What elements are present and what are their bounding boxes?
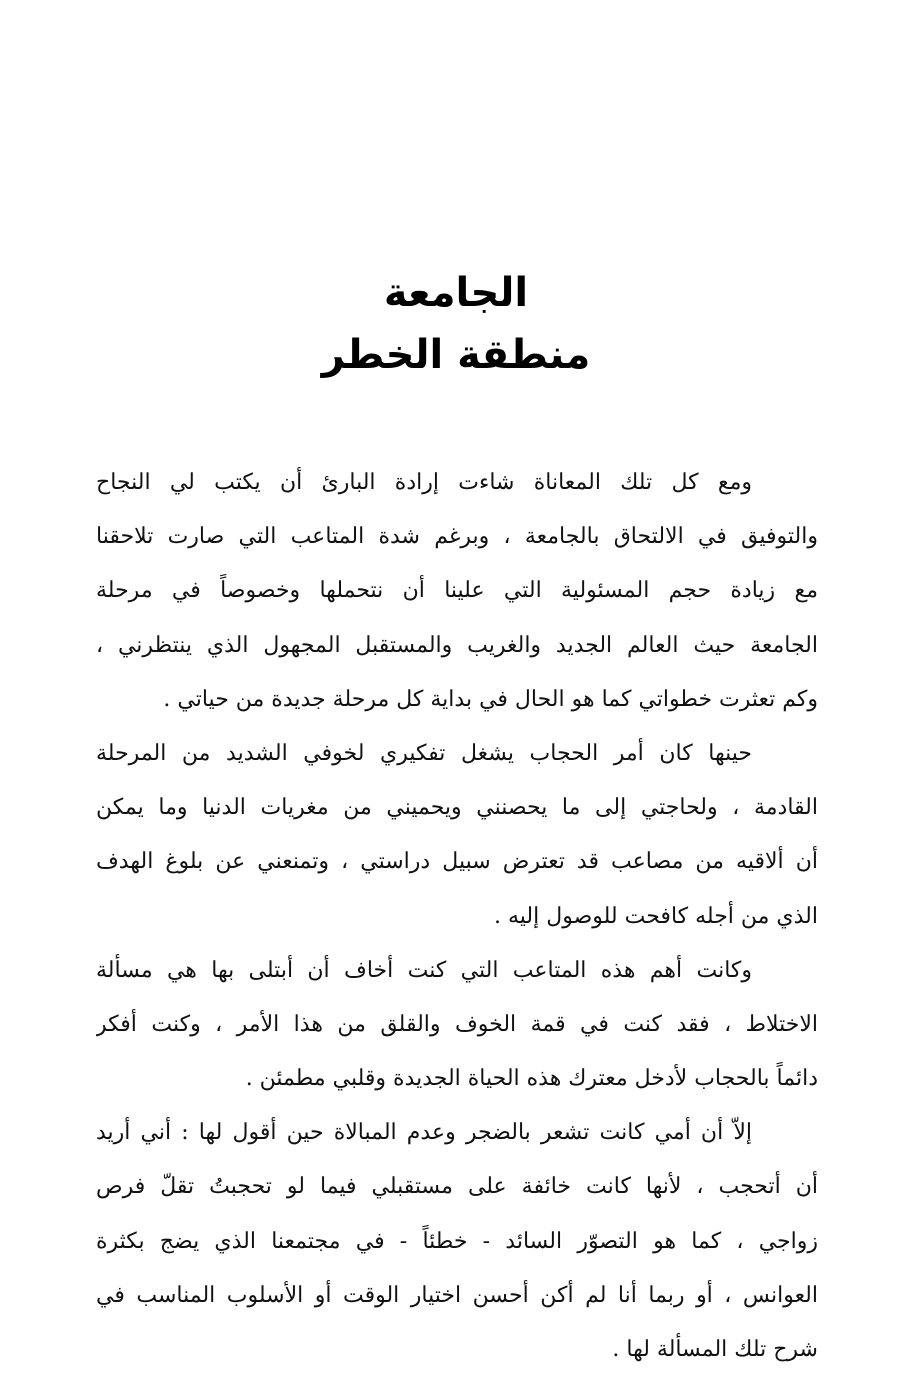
text-line: العوانس ، أو ربما أنا لم أكن أحسن اختيار الوقت أو الأسلوب المناسب في [96,1282,818,1308]
text-line: الجامعة حيث العالم الجديد والغريب والمستقبل المجهول الذي ينتظرني ، [96,632,818,658]
chapter-title: الجامعة [383,270,529,316]
text-line: الذي من أجله كافحت للوصول إليه . [494,903,818,929]
chapter-subtitle: منطقة الخطر [321,332,591,378]
text-line: وكم تعثرت خطواتي كما هو الحال في بداية كل مرحلة جديدة من حياتي . [163,686,818,712]
chapter-heading [0,262,912,386]
text-line: زواجي ، كما هو التصوّر السائد - خطئاً - في مجتمعنا الذي يضج بكثرة [96,1228,818,1254]
text-line: حينها كان أمر الحجاب يشغل تفكيري لخوفي الشديد من المرحلة [96,740,752,766]
text-line: أن ألاقيه من مصاعب قد تعترض سبيل دراستي ، وتمنعني عن بلوغ الهدف [96,849,818,875]
text-line: شرح تلك المسألة لها . [612,1337,818,1362]
text-line: أن أتحجب ، لأنها كانت خائفة على مستقبلي فيما لو تحجبتُ تقلّ فرص [96,1174,818,1200]
paragraph-1 [96,456,818,727]
paragraph-3 [96,944,818,1107]
text-line: القادمة ، ولحاجتي إلى ما يحصنني ويحميني من مغريات الدنيا وما يمكن [96,795,818,821]
text-line: وكانت أهم هذه المتاعب التي كنت أخاف أن أبتلى بها هي مسألة [96,957,752,983]
text-line: إلاّ أن أمي كانت تشعر بالضجر وعدم المبالاة حين أقول لها : أني أريد [96,1120,752,1146]
text-line: الاختلاط ، فقد كنت في قمة الخوف والقلق من هذا الأمر ، وكنت أفكر [96,1011,818,1037]
text-line: ومع كل تلك المعاناة شاءت إرادة البارئ أن يكتب لي النجاح [96,470,752,495]
text-line: مع زيادة حجم المسئولية التي علينا أن نتحملها وخصوصاً في مرحلة [96,578,818,604]
paragraph-4 [96,1106,818,1377]
body-text [96,456,818,1377]
text-line: دائماً بالحجاب لأدخل معترك هذه الحياة الجديدة وقلبي مطمئن . [245,1066,818,1092]
text-line: والتوفيق في الالتحاق بالجامعة ، وبرغم شدة المتاعب التي صارت تلاحقنا [96,524,818,550]
paragraph-2 [96,727,818,944]
